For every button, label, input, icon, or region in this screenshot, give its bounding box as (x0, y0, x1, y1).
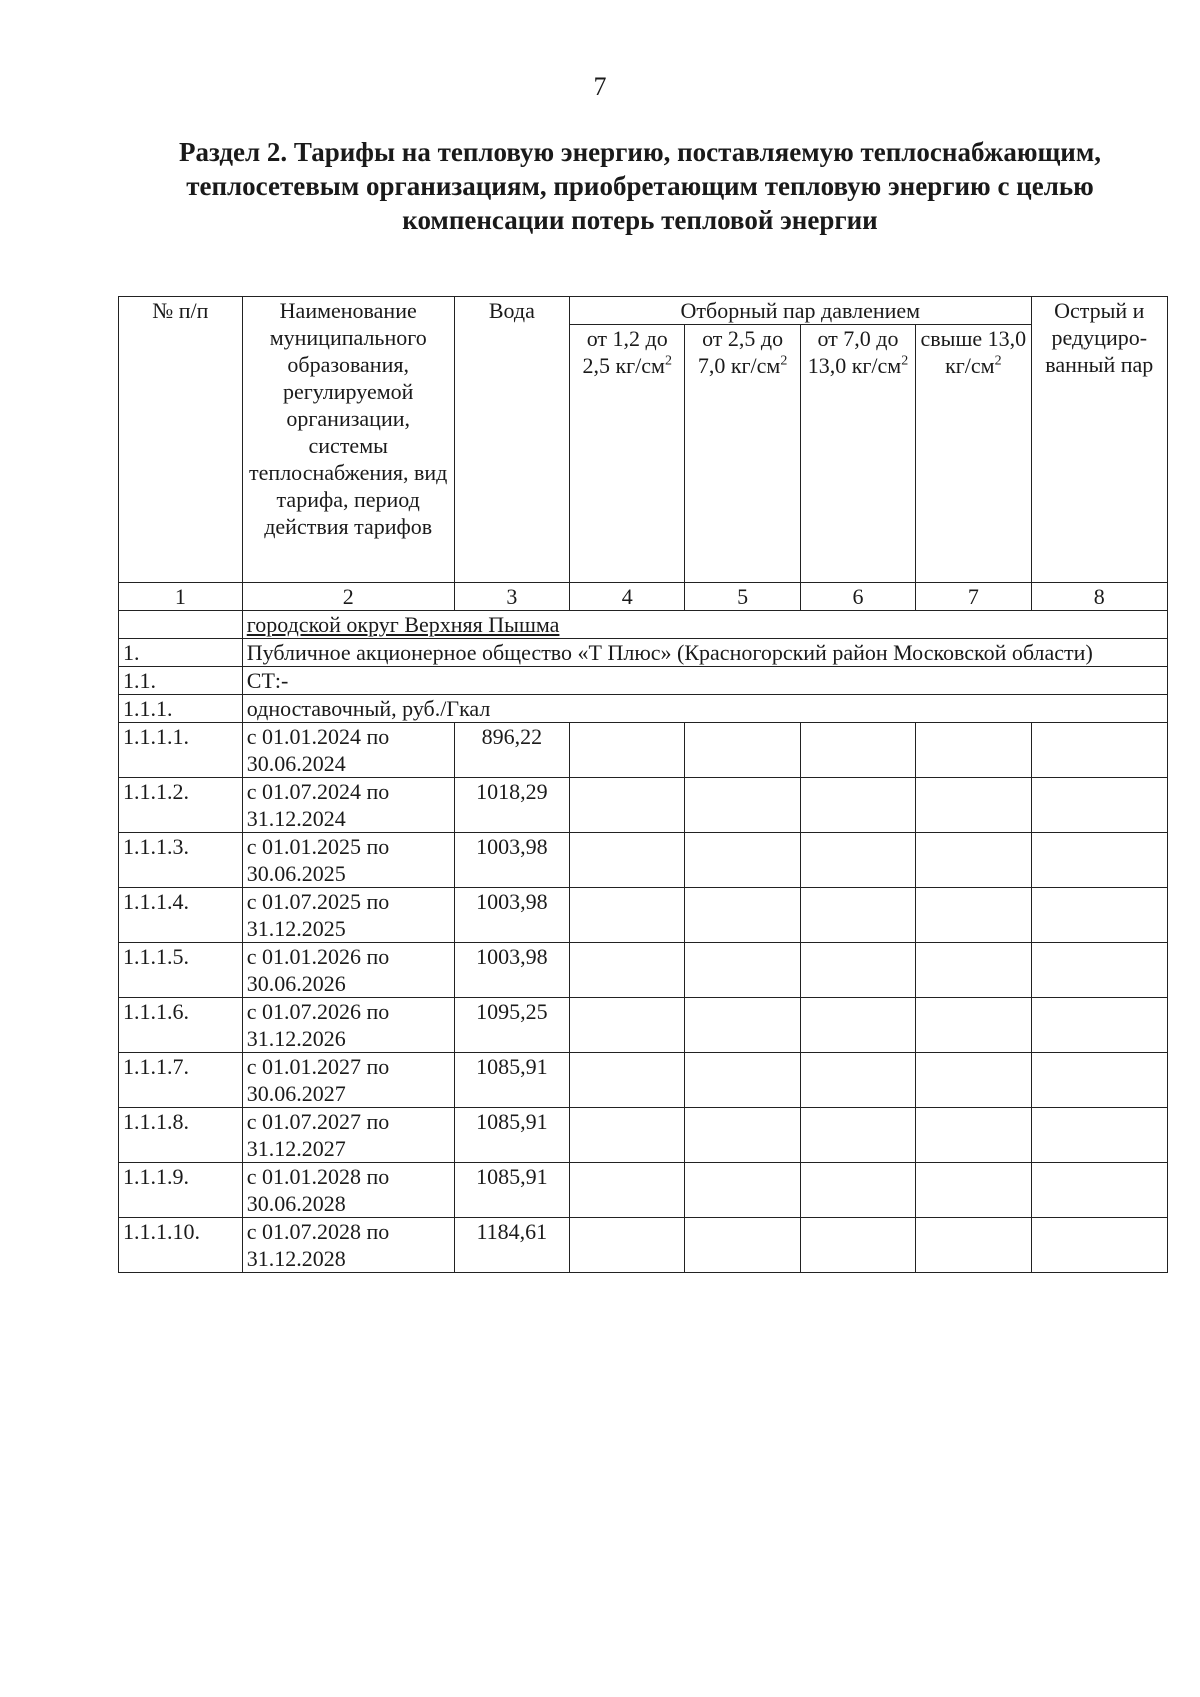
column-number: 1 (119, 583, 243, 611)
column-number: 8 (1031, 583, 1167, 611)
empty-cell (570, 778, 685, 833)
col-header-steam-3: от 7,0 до 13,0 $кг/см^2$ (800, 325, 915, 583)
water-tariff-value: 1095,25 (454, 998, 569, 1053)
water-tariff-value: 1003,98 (454, 943, 569, 998)
column-number: 4 (570, 583, 685, 611)
region-row (119, 611, 1168, 639)
empty-cell (570, 1218, 685, 1273)
empty-cell (1031, 888, 1167, 943)
empty-cell (800, 723, 915, 778)
empty-cell (1031, 833, 1167, 888)
tariff-type-row (119, 695, 1168, 723)
table-row (119, 943, 1168, 998)
table-row (119, 833, 1168, 888)
empty-cell (916, 1218, 1031, 1273)
col-header-steam-1: от 1,2 до 2,5 $кг/см^2$ (570, 325, 685, 583)
empty-cell (800, 888, 915, 943)
empty-cell (916, 833, 1031, 888)
tariff-period: с 01.07.2026 по 31.12.2026 (242, 998, 454, 1053)
empty-cell (570, 888, 685, 943)
row-number: 1.1.1.10. (119, 1218, 243, 1273)
tariff-period: с 01.07.2025 по 31.12.2025 (242, 888, 454, 943)
row-number: 1.1.1.2. (119, 778, 243, 833)
empty-cell (916, 943, 1031, 998)
table-row (119, 778, 1168, 833)
empty-cell (1031, 778, 1167, 833)
empty-cell (1031, 943, 1167, 998)
row-number: 1.1.1. (119, 695, 243, 723)
empty-cell (685, 998, 800, 1053)
table-row (119, 1108, 1168, 1163)
table-row (119, 1163, 1168, 1218)
tariff-period: с 01.01.2027 по 30.06.2027 (242, 1053, 454, 1108)
empty-cell (685, 943, 800, 998)
empty-cell (800, 1053, 915, 1108)
water-tariff-value: 1003,98 (454, 833, 569, 888)
tariff-type-name: одноставочный, руб./Гкал (242, 695, 1167, 723)
system-name: СТ:- (242, 667, 1167, 695)
empty-cell (685, 778, 800, 833)
column-numbers-row (119, 583, 1168, 611)
tariff-period: с 01.01.2024 по 30.06.2024 (242, 723, 454, 778)
empty-cell (1031, 998, 1167, 1053)
empty-cell (916, 888, 1031, 943)
col-header-sharp-steam: Острый и редуциро-ванный пар (1031, 297, 1167, 583)
row-number: 1. (119, 639, 243, 667)
row-number: 1.1.1.3. (119, 833, 243, 888)
row-number: 1.1.1.8. (119, 1108, 243, 1163)
empty-cell (570, 833, 685, 888)
empty-cell (570, 998, 685, 1053)
empty-cell (916, 1163, 1031, 1218)
empty-cell (916, 778, 1031, 833)
empty-cell (800, 1163, 915, 1218)
tariff-period: с 01.01.2026 по 30.06.2026 (242, 943, 454, 998)
row-number: 1.1. (119, 667, 243, 695)
empty-cell (570, 1053, 685, 1108)
empty-cell (916, 1053, 1031, 1108)
empty-cell (1031, 1053, 1167, 1108)
col-header-name: Наименование муниципального образования, регулируемой организации, системы теплоснабжения, вид тарифа, период действия тарифов (242, 297, 454, 583)
row-number: 1.1.1.6. (119, 998, 243, 1053)
empty-cell (916, 723, 1031, 778)
empty-cell (1031, 723, 1167, 778)
table-row (119, 888, 1168, 943)
empty-cell (570, 1163, 685, 1218)
tariff-table (118, 296, 1168, 1273)
column-number: 5 (685, 583, 800, 611)
row-number: 1.1.1.7. (119, 1053, 243, 1108)
column-number: 7 (916, 583, 1031, 611)
table-row (119, 723, 1168, 778)
empty-cell (570, 723, 685, 778)
col-header-water: Вода (454, 297, 569, 583)
col-header-num: № п/п (119, 297, 243, 583)
tariff-period: с 01.01.2028 по 30.06.2028 (242, 1163, 454, 1218)
empty-cell (570, 1108, 685, 1163)
row-number: 1.1.1.1. (119, 723, 243, 778)
empty-cell (685, 1108, 800, 1163)
empty-cell (1031, 1163, 1167, 1218)
tariff-period: с 01.07.2024 по 31.12.2024 (242, 778, 454, 833)
empty-cell (800, 778, 915, 833)
water-tariff-value: 1085,91 (454, 1108, 569, 1163)
water-tariff-value: 1184,61 (454, 1218, 569, 1273)
water-tariff-value: 1018,29 (454, 778, 569, 833)
empty-cell (685, 723, 800, 778)
empty-cell (800, 1218, 915, 1273)
empty-cell (800, 1108, 915, 1163)
empty-cell (800, 943, 915, 998)
col-header-steam-group: Отборный пар давлением (570, 297, 1032, 325)
column-number: 2 (242, 583, 454, 611)
empty-cell (685, 1218, 800, 1273)
empty-cell (570, 943, 685, 998)
water-tariff-value: 896,22 (454, 723, 569, 778)
water-tariff-value: 1003,98 (454, 888, 569, 943)
empty-cell (1031, 1218, 1167, 1273)
system-row (119, 667, 1168, 695)
column-number: 6 (800, 583, 915, 611)
page-number: 7 (593, 72, 607, 101)
tariff-period: с 01.07.2028 по 31.12.2028 (242, 1218, 454, 1273)
row-number: 1.1.1.5. (119, 943, 243, 998)
empty-cell (800, 833, 915, 888)
table-row (119, 1218, 1168, 1273)
table-row (119, 1053, 1168, 1108)
empty-cell (685, 888, 800, 943)
col-header-steam-2: от 2,5 до 7,0 $кг/см^2$ (685, 325, 800, 583)
region-name: городской округ Верхняя Пышма (242, 611, 1167, 639)
organization-name: Публичное акционерное общество «Т Плюс» (Красногорский район Московской области) (242, 639, 1167, 667)
organization-row (119, 639, 1168, 667)
tariff-period: с 01.07.2027 по 31.12.2027 (242, 1108, 454, 1163)
col-header-steam-4: свыше 13,0 $кг/см^2$ (916, 325, 1031, 583)
row-number: 1.1.1.4. (119, 888, 243, 943)
water-tariff-value: 1085,91 (454, 1053, 569, 1108)
column-number: 3 (454, 583, 569, 611)
empty-cell (1031, 1108, 1167, 1163)
row-number: 1.1.1.9. (119, 1163, 243, 1218)
empty-cell (685, 833, 800, 888)
table-row (119, 998, 1168, 1053)
empty-cell (685, 1163, 800, 1218)
empty-cell (916, 998, 1031, 1053)
water-tariff-value: 1085,91 (454, 1163, 569, 1218)
section-heading: Раздел 2. Тарифы на тепловую энергию, поставляемую теплоснабжающим, теплосетевым организациям, приобретающим тепловую энергию с целью компенсации потерь тепловой энергии (178, 137, 1101, 235)
empty-cell (916, 1108, 1031, 1163)
empty-cell (800, 998, 915, 1053)
tariff-period: с 01.01.2025 по 30.06.2025 (242, 833, 454, 888)
empty-cell (685, 1053, 800, 1108)
